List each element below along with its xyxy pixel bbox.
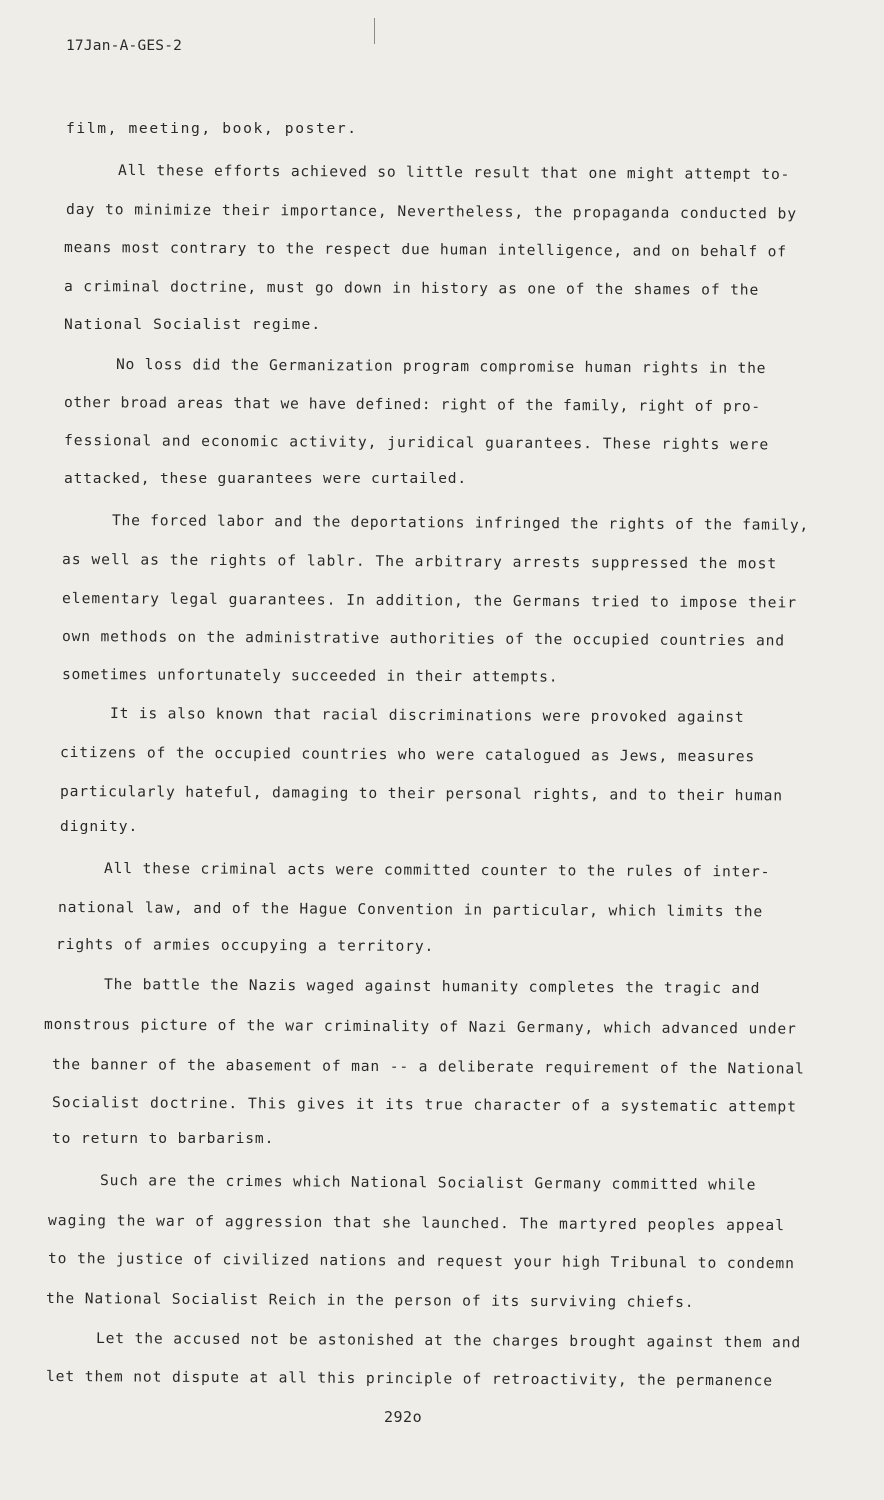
text-line: film, meeting, book, poster.: [66, 120, 358, 137]
text-line: waging the war of aggression that she launched. The martyred peoples appeal: [47, 1212, 786, 1235]
text-line: The battle the Nazis waged against humanity completes the tragic and: [103, 976, 761, 998]
text-line: national law, and of the Hague Convention in particular, which limits the: [57, 899, 764, 921]
text-line: as well as the rights of lablr. The arbitrary arrests suppressed the most: [61, 551, 778, 573]
text-line: let them not dispute at all this principle of retroactivity, the permanence: [45, 1368, 774, 1390]
text-line: Let the accused not be astonished at the charges brought against them and: [95, 1330, 802, 1352]
page-number: 292o: [384, 1408, 423, 1426]
text-line: particularly hateful, damaging to their personal rights, and to their human: [59, 783, 783, 805]
text-line: dignity.: [60, 818, 139, 835]
text-line: It is also known that racial discriminations were provoked against: [109, 705, 745, 726]
text-line: fessional and economic activity, juridical guarantees. These rights were: [63, 432, 770, 454]
text-line: No loss did the Germanization program compromise human rights in the: [115, 356, 767, 377]
text-line: means most contrary to the respect due human intelligence, and on behalf of: [63, 239, 787, 261]
text-line: to return to barbarism.: [52, 1130, 275, 1147]
text-line: elementary legal guarantees. In addition, the Germans tried to impose their: [61, 590, 798, 612]
text-line: attacked, these guarantees were curtailed.: [64, 470, 467, 487]
text-line: Such are the crimes which National Socialist Germany committed while: [99, 1172, 757, 1194]
document-code: 17Jan-A-GES-2: [66, 38, 183, 54]
text-line: National Socialist regime.: [64, 316, 322, 333]
text-line: The forced labor and the deportations infringed the rights of the family,: [111, 512, 809, 534]
text-line: Socialist doctrine. This gives it its true character of a systematic attempt: [51, 1094, 798, 1116]
text-line: All these criminal acts were committed counter to the rules of inter-: [103, 860, 771, 881]
text-line: the National Socialist Reich in the person of its surviving chiefs.: [45, 1290, 695, 1311]
text-line: other broad areas that we have defined: right of the family, right of pro-: [63, 394, 761, 416]
text-line: to the justice of civilized nations and request your high Tribunal to condemn: [47, 1250, 795, 1273]
text-line: own methods on the administrative authorities of the occupied countries and: [61, 628, 785, 650]
text-line: the banner of the abasement of man -- a deliberate requirement of the National: [51, 1056, 805, 1078]
text-line: day to minimize their importance, Nevertheless, the propaganda conducted by: [65, 201, 798, 223]
text-line: monstrous picture of the war criminality of Nazi Germany, which advanced under: [43, 1016, 797, 1038]
text-line: All these efforts achieved so little result that one might attempt to-: [117, 162, 791, 184]
text-line: sometimes unfortunately succeeded in their attempts.: [61, 666, 559, 686]
text-line: rights of armies occupying a territory.: [55, 936, 435, 955]
text-line: citizens of the occupied countries who were catalogued as Jews, measures: [59, 744, 756, 766]
text-line: a criminal doctrine, must go down in history as one of the shames of the: [63, 278, 760, 299]
margin-mark: [374, 18, 377, 44]
